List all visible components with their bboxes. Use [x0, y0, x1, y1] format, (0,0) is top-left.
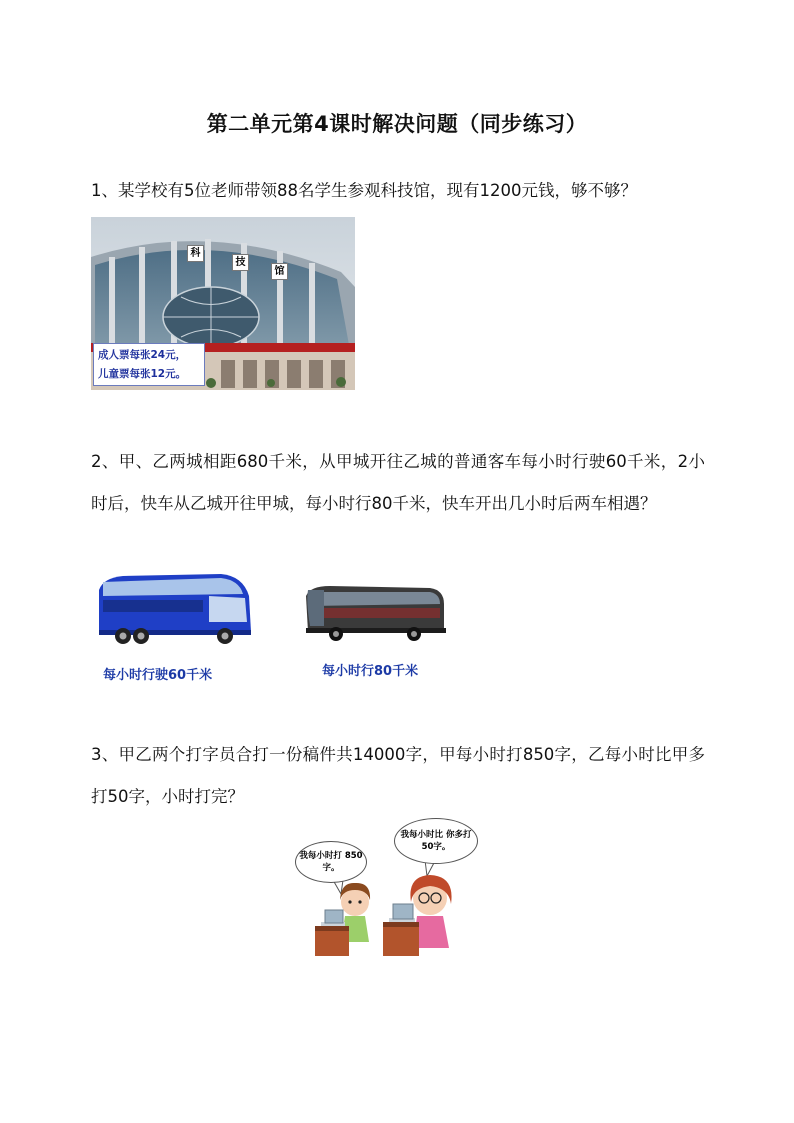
- child-ticket-price: 儿童票每张12元。: [98, 368, 187, 380]
- ticket-price-box: [93, 343, 205, 386]
- question-3: 3、甲乙两个打字员合打一份稿件共14000字，甲每小时打850字，乙每小时比甲多打50字，小时打完？: [91, 745, 705, 806]
- question-2: 2、甲、乙两城相距680千米，从甲城开往乙城的普通客车每小时行驶60千米，2小时后，快车从乙城开往甲城，每小时行80千米，快车开出几小时后两车相遇？: [91, 452, 705, 513]
- museum-sign-char: 科: [187, 245, 204, 262]
- question-1: 1、某学校有5位老师带领88名学生参观科技馆，现有1200元钱，够不够？: [91, 181, 637, 200]
- typist-b-speech-bubble: 我每小时比 你多打50字。: [394, 818, 478, 864]
- museum-sign-char: 技: [232, 254, 249, 271]
- express-bus-icon: [302, 582, 448, 644]
- typists-illustration: [285, 818, 485, 960]
- adult-ticket-price: 成人票每张24元，: [98, 349, 187, 361]
- page-title: 第二单元第4课时解决问题（同步练习）: [206, 112, 588, 136]
- blue-bus-icon: [93, 572, 255, 648]
- museum-illustration: [91, 217, 355, 390]
- museum-sign-char: 馆: [271, 263, 288, 280]
- bus2-speed-label: 每小时行80千米: [322, 664, 419, 679]
- bus1-speed-label: 每小时行驶60千米: [103, 668, 213, 683]
- typist-a-speech-bubble: 我每小时打 850字。: [295, 841, 367, 883]
